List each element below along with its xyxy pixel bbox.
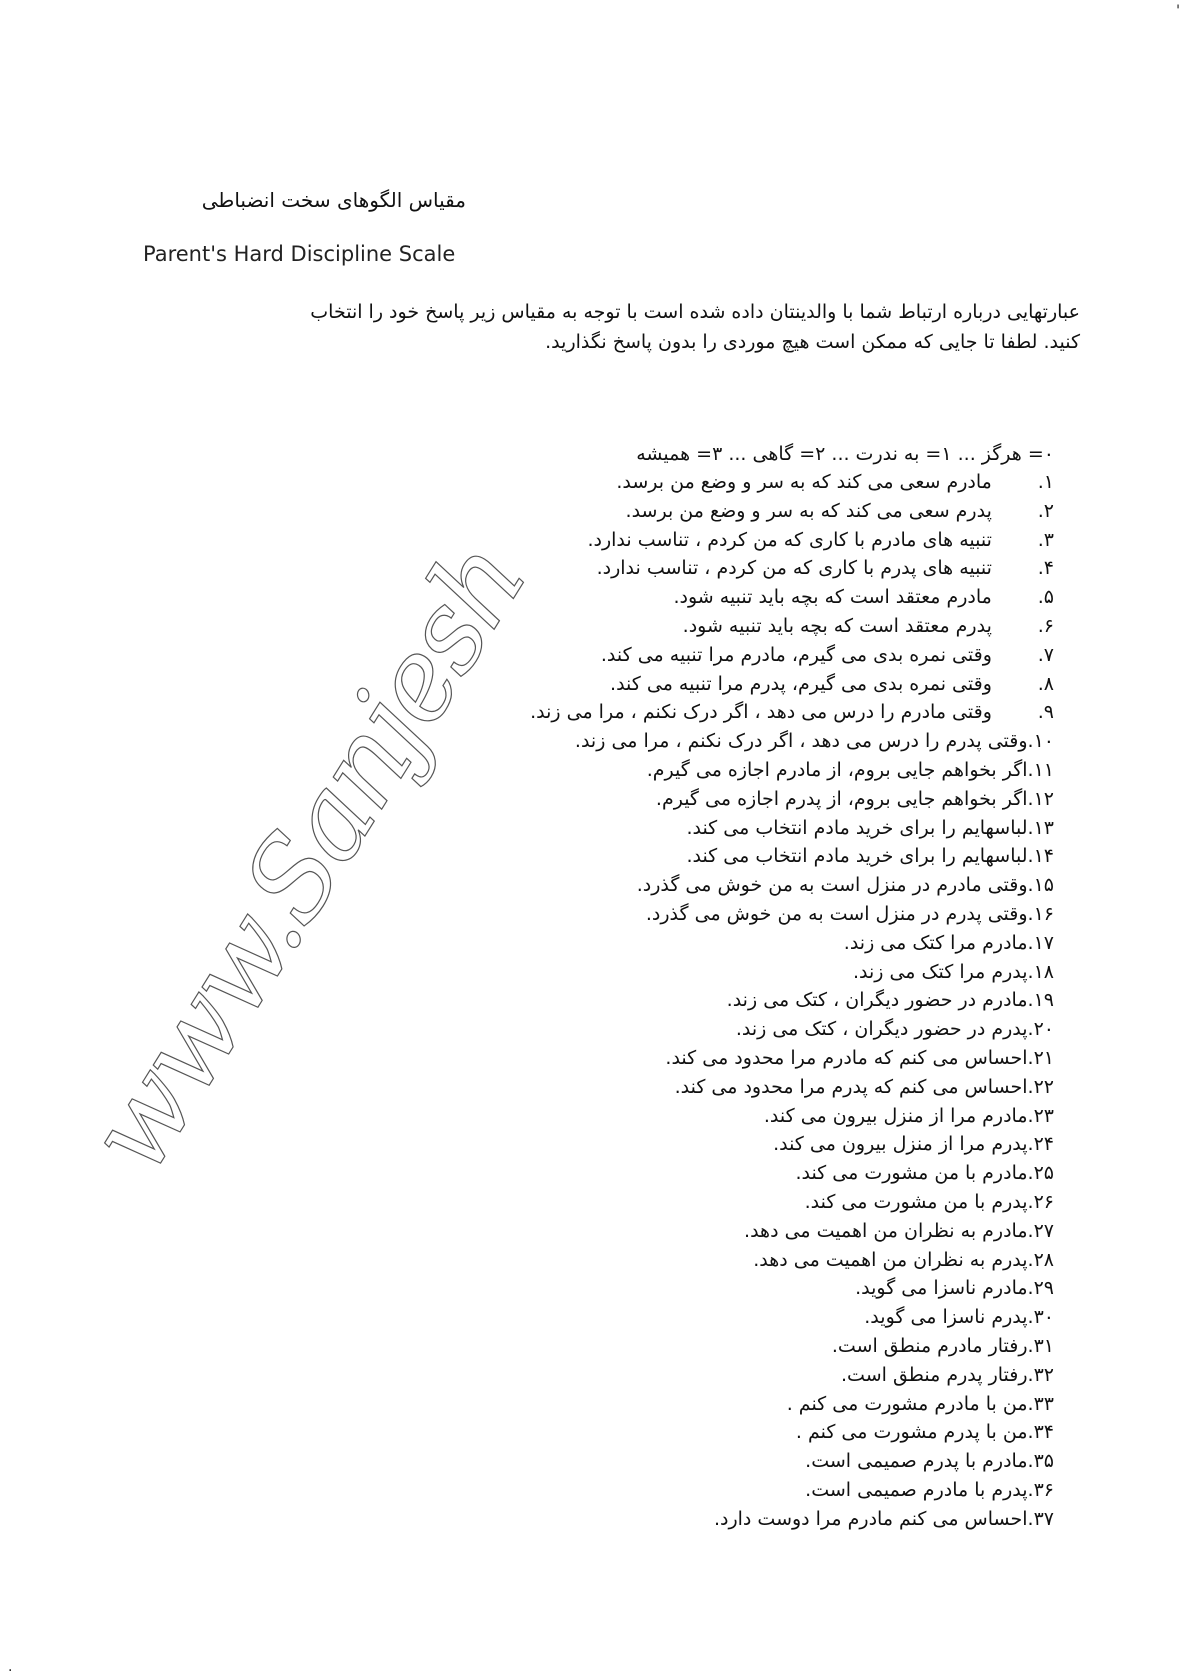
item-text: من با مادرم مشورت می کنم . xyxy=(786,1392,1028,1415)
questionnaire-item xyxy=(274,1476,1054,1505)
questionnaire-item xyxy=(274,641,1054,670)
item-number: ۶. xyxy=(1037,614,1054,637)
item-number: ۱۱. xyxy=(1027,758,1054,781)
item-text: مادرم ناسزا می گوید. xyxy=(855,1277,1028,1300)
item-text: اگر بخواهم جایی بروم، از مادرم اجازه می گیرم. xyxy=(646,758,1028,781)
questionnaire-item xyxy=(274,842,1054,871)
item-text: مادرم با من مشورت می کند. xyxy=(795,1162,1028,1185)
item-number: ۲. xyxy=(1037,499,1054,522)
item-number: ۲۳. xyxy=(1027,1104,1054,1127)
item-text: رفتار مادرم منطق است. xyxy=(831,1334,1028,1357)
questionnaire-item xyxy=(274,1159,1054,1188)
item-number: ۸. xyxy=(1037,672,1054,695)
item-text: مادرم سعی می کند که به سر و وضع من برسد. xyxy=(616,471,992,493)
item-text: مادرم معتقد است که بچه باید تنبیه شود. xyxy=(673,586,992,609)
item-number: ۱۲. xyxy=(1027,787,1054,810)
questionnaire-items-list xyxy=(274,468,1054,1533)
questionnaire-item xyxy=(274,497,1054,526)
item-text: احساس می کنم که مادرم مرا محدود می کند. xyxy=(665,1046,1028,1069)
questionnaire-item xyxy=(274,756,1054,785)
item-number: ۱۷. xyxy=(1027,931,1054,954)
questionnaire-item xyxy=(274,583,1054,612)
questionnaire-item xyxy=(274,468,1054,497)
item-text: مادرم با پدرم صمیمی است. xyxy=(805,1450,1028,1473)
item-text: پدرم مرا کتک می زند. xyxy=(852,960,1028,983)
questionnaire-item xyxy=(274,986,1054,1015)
page-title-persian: مقیاس الگوهای سخت انضباطی xyxy=(201,188,466,212)
item-text: اگر بخواهم جایی بروم، از پدرم اجازه می گیرم. xyxy=(655,787,1028,810)
item-number: ۲۵. xyxy=(1027,1162,1054,1185)
item-number: ۳. xyxy=(1037,528,1054,551)
item-text: احساس می کنم که پدرم مرا محدود می کند. xyxy=(674,1075,1028,1098)
watermark-text: www.Sanjesh xyxy=(62,521,551,1195)
item-text: احساس می کنم مادرم مرا دوست دارد. xyxy=(713,1507,1028,1530)
questionnaire-item xyxy=(274,1361,1054,1390)
questionnaire-item xyxy=(274,1130,1054,1159)
questionnaire-item xyxy=(274,727,1054,756)
questionnaire-item xyxy=(274,1274,1054,1303)
item-number: ۴. xyxy=(1037,557,1054,580)
item-number: ۳۰. xyxy=(1027,1306,1054,1329)
questionnaire-item xyxy=(274,1246,1054,1275)
questionnaire-item xyxy=(274,554,1054,583)
item-text: پدرم با من مشورت می کند. xyxy=(804,1190,1028,1213)
item-text: پدرم سعی می کند که به سر و وضع من برسد. xyxy=(625,499,992,522)
item-text: رفتار پدرم منطق است. xyxy=(841,1363,1028,1386)
item-number: ۱۸. xyxy=(1027,960,1054,983)
item-number: ۳۱. xyxy=(1027,1334,1054,1357)
item-text: پدرم مرا از منزل بیرون می کند. xyxy=(773,1133,1028,1156)
corner-mark-bottom-left: · xyxy=(8,1663,13,1679)
item-number: ۱۰. xyxy=(1027,730,1054,753)
item-text: وقتی نمره بدی می گیرم، پدرم مرا تنبیه می کند. xyxy=(610,672,992,695)
page-title-english: Parent's Hard Discipline Scale xyxy=(143,242,456,266)
item-text: تنبیه های پدرم با کاری که من کردم ، تناسب ندارد. xyxy=(596,557,992,580)
item-text: وقتی پدرم را درس می دهد ، اگر درک نکنم ، مرا می زند. xyxy=(574,730,1028,753)
item-text: مادرم مرا کتک می زند. xyxy=(843,931,1028,954)
item-number: ۲۶. xyxy=(1027,1190,1054,1213)
item-number: ۲۲. xyxy=(1027,1075,1054,1098)
item-number: ۵. xyxy=(1037,586,1054,609)
questionnaire-item xyxy=(274,1447,1054,1476)
item-text: لباسهایم را برای خرید مادم انتخاب می کند. xyxy=(686,816,1028,839)
item-number: ۷. xyxy=(1037,643,1054,666)
item-text: مادرم در حضور دیگران ، کتک می زند. xyxy=(726,989,1028,1012)
questionnaire-item xyxy=(274,670,1054,699)
item-number: ۳۶. xyxy=(1027,1478,1054,1501)
questionnaire-item xyxy=(274,1073,1054,1102)
questionnaire-item xyxy=(274,1505,1054,1534)
item-number: ۱۴. xyxy=(1027,845,1054,868)
item-number: ۲۹. xyxy=(1027,1277,1054,1300)
item-number: ۹. xyxy=(1037,701,1054,724)
item-number: ۱۳. xyxy=(1027,816,1054,839)
item-text: پدرم به نظران من اهمیت می دهد. xyxy=(753,1248,1028,1271)
item-number: ۲۴. xyxy=(1027,1133,1054,1156)
item-number: ۲۷. xyxy=(1027,1219,1054,1242)
questionnaire-item xyxy=(274,1015,1054,1044)
questionnaire-item xyxy=(274,900,1054,929)
item-text: لباسهایم را برای خرید مادم انتخاب می کند. xyxy=(686,845,1028,868)
item-text: پدرم در حضور دیگران ، کتک می زند. xyxy=(735,1018,1028,1041)
questionnaire-item xyxy=(274,1102,1054,1131)
item-text: تنبیه های مادرم با کاری که من کردم ، تناسب ندارد. xyxy=(587,528,992,551)
item-text: پدرم معتقد است که بچه باید تنبیه شود. xyxy=(682,614,992,637)
item-text: مادرم مرا از منزل بیرون می کند. xyxy=(763,1104,1028,1127)
questionnaire-item xyxy=(274,612,1054,641)
item-text: من با پدرم مشورت می کنم . xyxy=(795,1421,1028,1444)
questionnaire-item xyxy=(274,526,1054,555)
item-number: ۱۶. xyxy=(1027,902,1054,925)
item-number: ۳۴. xyxy=(1027,1421,1054,1444)
response-scale-legend: ۰= هرگز ... ۱= به ندرت ... ۲= گاهی ... ۳= همیشه xyxy=(636,443,1054,465)
item-number: ۱. xyxy=(1037,471,1054,493)
questionnaire-item xyxy=(274,1418,1054,1447)
item-number: ۱۹. xyxy=(1027,989,1054,1012)
item-text: وقتی مادرم در منزل است به من خوش می گذرد. xyxy=(636,874,1028,897)
instructions-paragraph: عبارتهایی درباره ارتباط شما با والدینتان داده شده است با توجه به مقیاس زیر پاسخ خود را انتخاب کنید. لطفا تا جایی که ممکن است هیچ موردی را بدون پاسخ نگذارید. xyxy=(310,301,1080,353)
item-text: پدرم با مادرم صمیمی است. xyxy=(805,1478,1028,1501)
item-number: ۱۵. xyxy=(1027,874,1054,897)
questionnaire-item xyxy=(274,785,1054,814)
questionnaire-item xyxy=(274,1303,1054,1332)
questionnaire-item xyxy=(274,871,1054,900)
item-text: وقتی مادرم را درس می دهد ، اگر درک نکنم ، مرا می زند. xyxy=(530,701,992,724)
item-number: ۳۳. xyxy=(1027,1392,1054,1415)
corner-mark-top-right: ' xyxy=(1176,3,1180,19)
item-text: وقتی نمره بدی می گیرم، مادرم مرا تنبیه می کند. xyxy=(600,643,992,666)
questionnaire-item xyxy=(274,1332,1054,1361)
item-number: ۲۸. xyxy=(1027,1248,1054,1271)
questionnaire-item xyxy=(274,929,1054,958)
item-text: پدرم ناسزا می گوید. xyxy=(864,1306,1028,1329)
questionnaire-item xyxy=(274,1390,1054,1419)
item-number: ۳۵. xyxy=(1027,1450,1054,1473)
questionnaire-item xyxy=(274,958,1054,987)
item-number: ۲۱. xyxy=(1027,1046,1054,1069)
item-number: ۳۲. xyxy=(1027,1363,1054,1386)
questionnaire-item xyxy=(274,698,1054,727)
item-text: وقتی پدرم در منزل است به من خوش می گذرد. xyxy=(645,902,1028,925)
questionnaire-item xyxy=(274,1188,1054,1217)
questionnaire-item xyxy=(274,1044,1054,1073)
questionnaire-item xyxy=(274,814,1054,843)
questionnaire-item xyxy=(274,1217,1054,1246)
item-number: ۲۰. xyxy=(1027,1018,1054,1041)
item-number: ۳۷. xyxy=(1027,1507,1054,1530)
item-text: مادرم به نظران من اهمیت می دهد. xyxy=(744,1219,1028,1242)
